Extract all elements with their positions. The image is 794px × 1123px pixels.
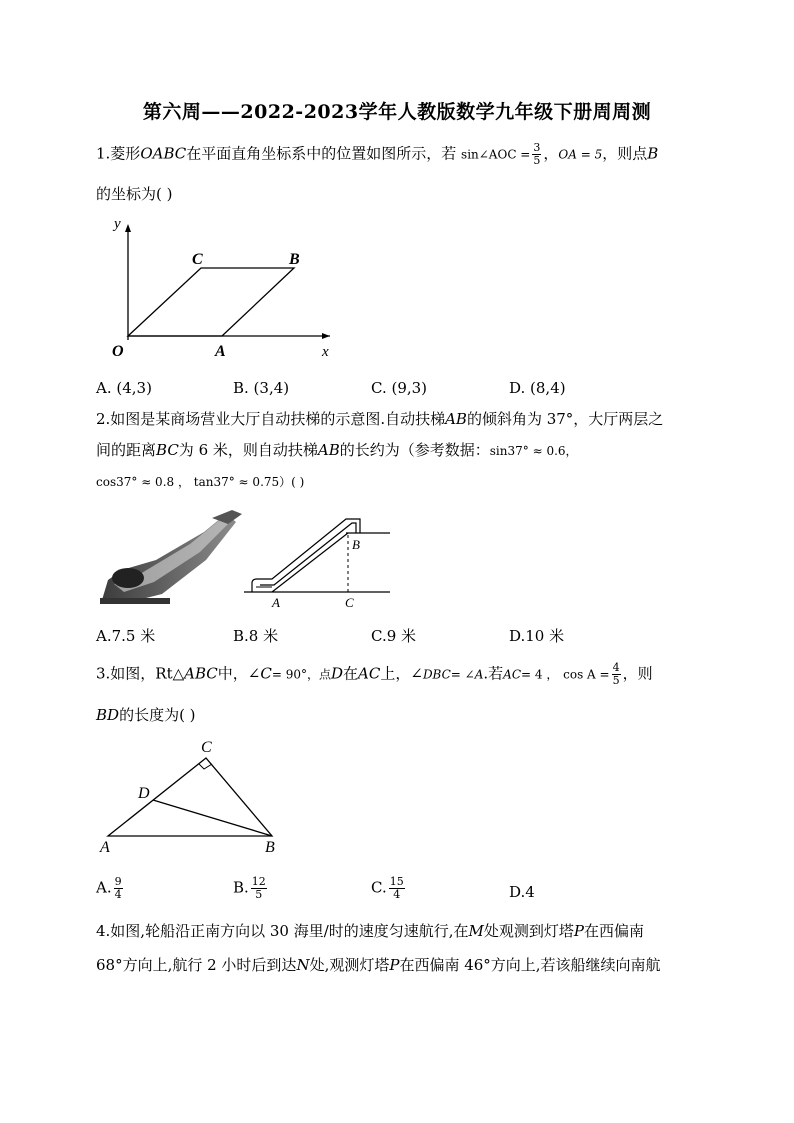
- q1-line1: 1.菱形OABC在平面直角坐标系中的位置如图所示，若 sin∠AOC = $\frac{3}{5}$ ，OA = 5，则点B: [96, 141, 659, 167]
- q3-line2: BD的长度为( ): [96, 706, 196, 724]
- label-y: y: [114, 216, 121, 232]
- q3-line1: 3.如图，Rt△ABC中，∠C= 90°，点D在AC上，∠DBC= ∠A.若AC= 4 ， cos A = $\frac{4}{5}$ ，则: [96, 661, 653, 687]
- q2-option-d[interactable]: D.10 米: [509, 627, 565, 645]
- triangle-abc: [108, 758, 272, 836]
- q1-text: 在平面直角坐标系中的位置如图所示，若: [186, 144, 457, 163]
- q3-option-d[interactable]: D.4: [509, 883, 535, 901]
- q2-option-a[interactable]: A.7.5 米: [96, 627, 156, 645]
- label-x: x: [322, 344, 329, 360]
- q4-line2: 68°方向上,航行 2 小时后到达N处,观测灯塔P在西偏南 46°方向上,若该船继续向南航: [96, 956, 661, 974]
- q2-line3: cos37° ≈ 0.8 ， tan37° ≈ 0.75）( ): [96, 475, 305, 489]
- label-b: B: [265, 839, 275, 856]
- page-title: 第六周——2022-2023学年人教版数学九年级下册周周测: [142, 101, 652, 123]
- label-c: C: [345, 595, 354, 610]
- rhombus-oabc: [128, 268, 294, 336]
- label-a: A: [272, 595, 280, 610]
- q1-oa-expression: OA = 5: [558, 147, 603, 162]
- q1-option-b[interactable]: B. (3,4): [233, 379, 290, 397]
- q1-figure: [94, 210, 344, 370]
- q1-option-d[interactable]: D. (8,4): [509, 379, 566, 397]
- q3-option-b[interactable]: B. $\frac{12}{5}$: [233, 875, 266, 901]
- label-a: A: [100, 839, 110, 856]
- right-angle-mark: [199, 764, 212, 769]
- y-axis-arrow: [125, 224, 131, 232]
- label-c: C: [201, 739, 212, 756]
- q1-shape-name: OABC: [140, 144, 187, 163]
- q3-figure: [96, 734, 292, 860]
- label-c: C: [192, 251, 203, 268]
- q1-text: 1.菱形: [96, 144, 141, 163]
- q3-cos-fraction: $\frac{4}{5}$: [612, 661, 620, 687]
- label-a: A: [215, 343, 226, 360]
- label-b: B: [289, 251, 300, 268]
- q1-option-a[interactable]: A. (4,3): [96, 379, 152, 397]
- label-o: O: [112, 343, 124, 360]
- q2-option-b[interactable]: B.8 米: [233, 627, 279, 645]
- q1-text: ，则点: [602, 144, 648, 163]
- q2-figure: [242, 505, 392, 615]
- escalator-line-ab: [272, 533, 348, 592]
- escalator-photo: [100, 508, 248, 608]
- segment-bd: [153, 800, 272, 836]
- q1-sin-expression: sin∠AOC =: [461, 147, 531, 162]
- x-axis-arrow: [322, 333, 330, 339]
- q3-option-c[interactable]: C. $\frac{15}{4}$: [371, 875, 404, 901]
- q4-line1: 4.如图,轮船沿正南方向以 30 海里/时的速度匀速航行,在M处观测到灯塔P在西偏南: [96, 922, 645, 940]
- q2-line1: 2.如图是某商场营业大厅自动扶梯的示意图.自动扶梯AB的倾斜角为 37°，大厅两层之: [96, 410, 664, 428]
- q2-option-c[interactable]: C.9 米: [371, 627, 417, 645]
- q1-point: B: [647, 144, 659, 163]
- q3-option-a[interactable]: A. $\frac{9}{4}$: [96, 875, 122, 901]
- label-d: D: [138, 785, 150, 802]
- q1-sin-fraction: $\frac{3}{5}$: [533, 141, 541, 167]
- label-b: B: [352, 537, 360, 552]
- q2-line2: 间的距离BC为 6 米，则自动扶梯AB的长约为（参考数据：sin37° ≈ 0.6，: [96, 441, 578, 459]
- q1-line2: 的坐标为( ): [96, 185, 173, 203]
- q1-option-c[interactable]: C. (9,3): [371, 379, 428, 397]
